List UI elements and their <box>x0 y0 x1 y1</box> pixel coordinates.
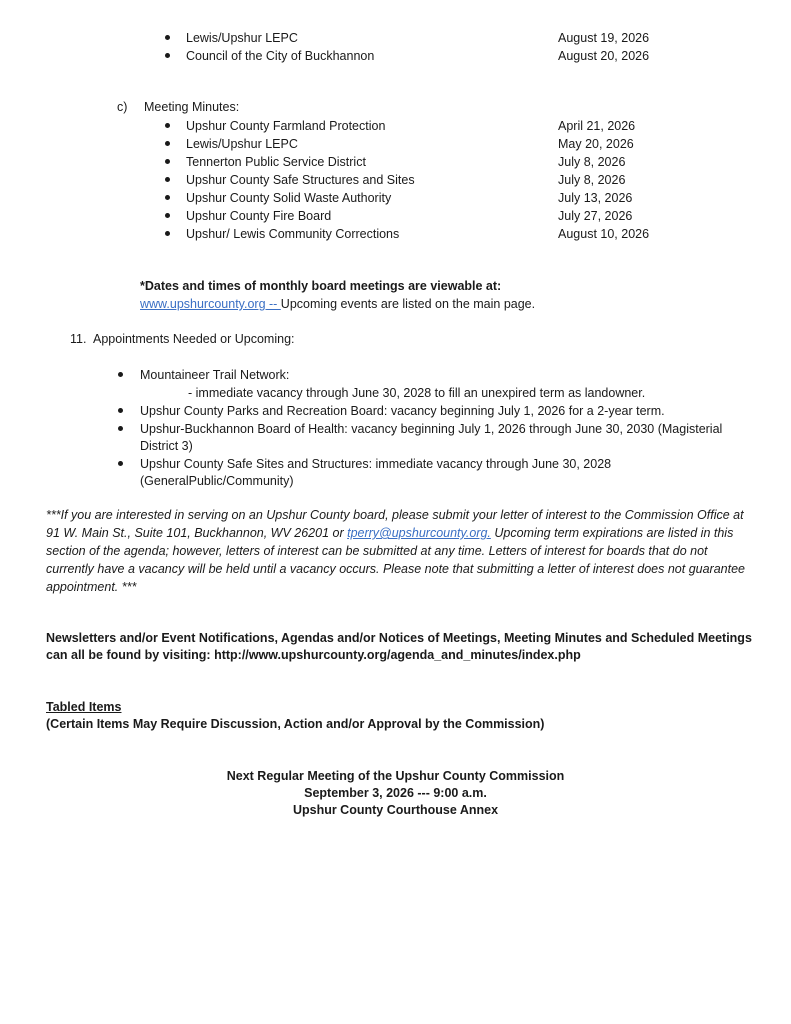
bullet <box>165 141 170 146</box>
bullet <box>165 213 170 218</box>
bullet <box>165 177 170 182</box>
appointment-subitem: - immediate vacancy through June 30, 2028 to fill an unexpired term as landowner. <box>188 386 646 400</box>
interest-note <box>46 506 746 596</box>
list-item-name: Council of the City of Buckhannon <box>186 49 375 63</box>
minutes-item-date: April 21, 2026 <box>558 119 636 133</box>
email-link[interactable]: tperry@upshurcounty.org. <box>347 526 491 540</box>
minutes-item-name: Upshur County Fire Board <box>186 209 332 223</box>
bullet <box>118 372 123 377</box>
list-item-name: Lewis/Upshur LEPC <box>186 31 298 45</box>
minutes-item-name: Upshur County Safe Structures and Sites <box>186 173 415 187</box>
interest-note-text: ***If you are interested in serving on an Upshur County board, please submit your letter of interest to the Commission Office at 91 W. Main St., Suite 101, Buckhannon, WV 26201 or <box>46 508 744 540</box>
bullet <box>165 123 170 128</box>
minutes-item-date: August 10, 2026 <box>558 227 650 241</box>
minutes-item-date: July 8, 2026 <box>558 155 626 169</box>
appointment-item: Upshur County Safe Sites and Structures: immediate vacancy through June 30, 2028 <box>140 457 612 471</box>
board-note-heading: *Dates and times of monthly board meetings are viewable at: <box>140 279 502 293</box>
minutes-item-name: Upshur County Solid Waste Authority <box>186 191 392 205</box>
appointment-item-cont: (GeneralPublic/Community) <box>140 474 294 488</box>
bullet <box>118 408 123 413</box>
board-note-text: Upcoming events are listed on the main page. <box>280 297 536 311</box>
minutes-item-date: July 13, 2026 <box>558 191 633 205</box>
minutes-heading: Meeting Minutes: <box>144 100 240 114</box>
website-link[interactable]: www.upshurcounty.org -- <box>140 297 281 311</box>
bullet <box>165 195 170 200</box>
board-note-line <box>140 295 535 313</box>
bullet <box>165 35 170 40</box>
list-item-date: August 19, 2026 <box>558 31 650 45</box>
next-meeting-title: Next Regular Meeting of the Upshur County Commission <box>226 769 565 783</box>
section-marker: c) <box>117 100 128 114</box>
appointment-item: Upshur County Parks and Recreation Board: vacancy beginning July 1, 2026 for a 2-year term. <box>140 404 665 418</box>
bullet <box>165 231 170 236</box>
minutes-item-name: Upshur/ Lewis Community Corrections <box>186 227 400 241</box>
minutes-item-date: May 20, 2026 <box>558 137 634 151</box>
section-number: 11. <box>70 332 87 346</box>
next-meeting-location: Upshur County Courthouse Annex <box>292 803 499 817</box>
minutes-item-date: July 27, 2026 <box>558 209 633 223</box>
next-meeting-date: September 3, 2026 --- 9:00 a.m. <box>304 786 487 800</box>
tabled-subheading: (Certain Items May Require Discussion, Action and/or Approval by the Commission) <box>46 717 545 731</box>
newsletters-line: Newsletters and/or Event Notifications, Agendas and/or Notices of Meetings, Meeting Minutes and Scheduled Meetings <box>46 631 752 645</box>
minutes-item-name: Lewis/Upshur LEPC <box>186 137 298 151</box>
bullet <box>118 426 123 431</box>
bullet <box>165 159 170 164</box>
minutes-item-name: Upshur County Farmland Protection <box>186 119 386 133</box>
minutes-item-name: Tennerton Public Service District <box>186 155 366 169</box>
bullet <box>118 461 123 466</box>
appointments-heading: Appointments Needed or Upcoming: <box>93 332 295 346</box>
newsletters-line: can all be found by visiting: http://www.upshurcounty.org/agenda_and_minutes/index.php <box>46 648 581 662</box>
interest-note-text-2: Upcoming term expirations are listed in this section of the agenda; however, letters of interest can be submitted at any time. Letters of interest for boards that do not currently have a vacancy will be held until a vacancy occurs. Please note that submitting a letter of interest does not guarantee appointment. *** <box>46 526 746 594</box>
list-item-date: August 20, 2026 <box>558 49 650 63</box>
appointment-item-cont: District 3) <box>140 439 193 453</box>
bullet <box>165 53 170 58</box>
minutes-item-date: July 8, 2026 <box>558 173 626 187</box>
appointment-item: Mountaineer Trail Network: <box>140 368 290 382</box>
appointment-item: Upshur-Buckhannon Board of Health: vacancy beginning July 1, 2026 through June 30, 2030 (Magisterial <box>140 422 723 436</box>
tabled-heading: Tabled Items <box>46 700 122 714</box>
